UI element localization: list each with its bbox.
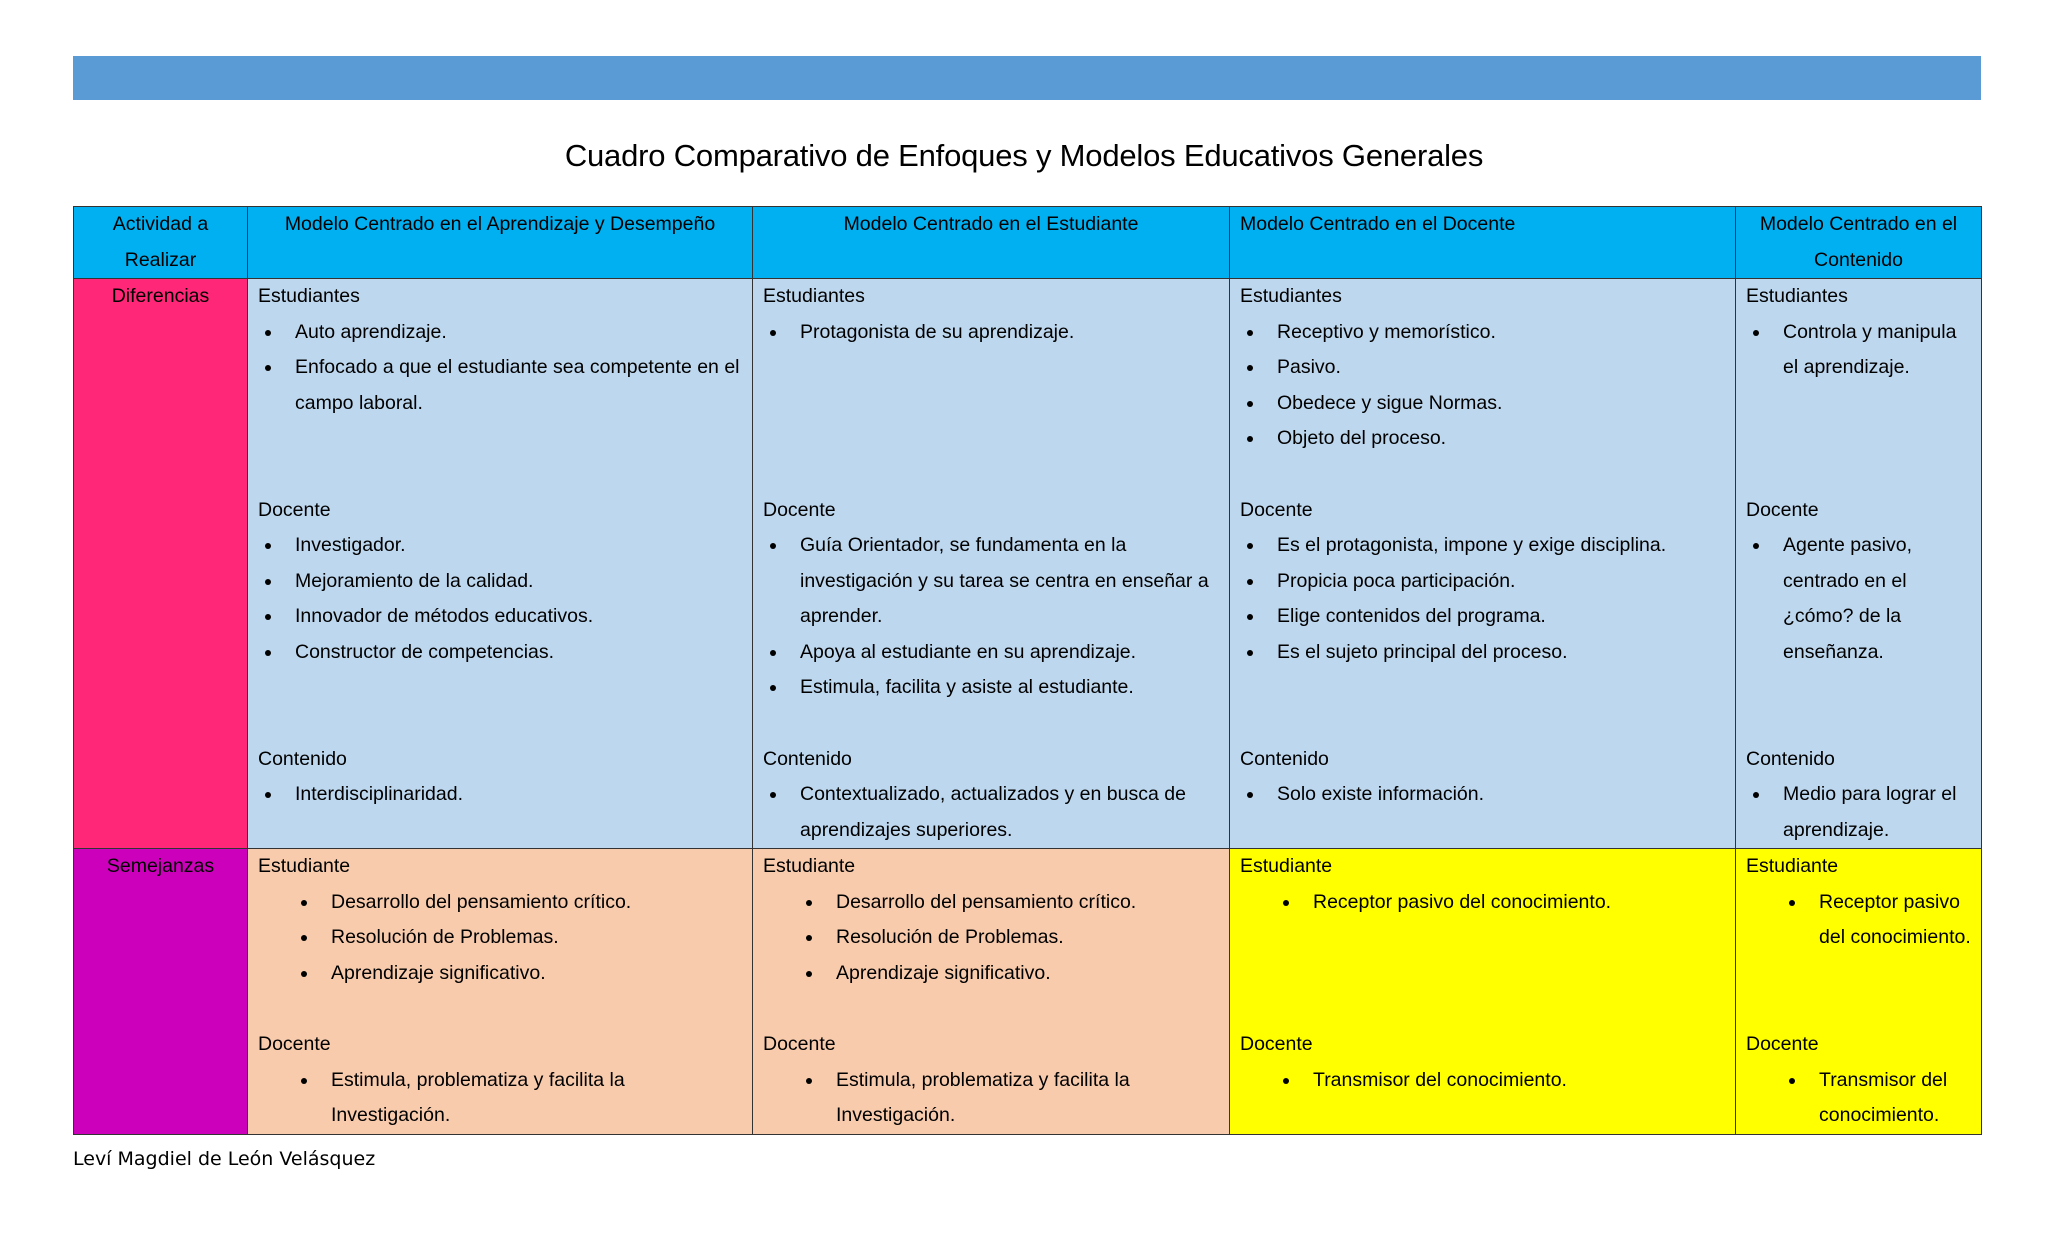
cell-semejanzas-estudiante [753, 849, 1230, 1135]
page-title: Cuadro Comparativo de Enfoques y Modelos Educativos Generales [564, 138, 1484, 173]
bullet-list [1746, 315, 1971, 386]
bullet-list [763, 528, 1219, 706]
list-item: Interdisciplinaridad. [258, 777, 742, 813]
section-heading: Docente [1746, 498, 1819, 521]
bullet-list [1746, 1063, 1971, 1134]
list-item: Apoya al estudiante en su aprendizaje. [763, 635, 1219, 671]
spacer [1746, 706, 1971, 742]
list-item: Protagonista de su aprendizaje. [763, 315, 1219, 351]
bullet-list [258, 777, 742, 813]
bullet-list [763, 885, 1219, 992]
cell-section [763, 493, 1219, 706]
row-diferencias [74, 279, 1982, 849]
list-item: Desarrollo del pensamiento crítico. [258, 885, 742, 921]
bullet-list [258, 885, 742, 992]
cell-section [258, 493, 742, 706]
list-item: Desarrollo del pensamiento crítico. [763, 885, 1219, 921]
list-item: Innovador de métodos educativos. [258, 599, 742, 635]
section-heading: Estudiantes [258, 285, 360, 307]
list-item: Aprendizaje significativo. [763, 956, 1219, 992]
cell-section [1240, 849, 1725, 991]
cell-section [258, 849, 742, 991]
list-item: Transmisor del conocimiento. [1240, 1063, 1725, 1099]
list-item: Controla y manipula el aprendizaje. [1746, 315, 1971, 386]
section-heading: Docente [258, 1033, 331, 1055]
section-heading: Docente [1240, 498, 1313, 521]
bullet-list [1240, 528, 1725, 670]
section-heading: Contenido [1746, 747, 1835, 770]
list-item: Constructor de competencias. [258, 635, 742, 671]
section-heading: Contenido [258, 747, 347, 770]
section-heading: Estudiantes [1746, 285, 1848, 307]
row-label-semejanzas: Semejanzas [74, 849, 248, 1135]
spacer [763, 706, 1219, 742]
cell-diferencias-contenido [1736, 279, 1982, 849]
bullet-list [1240, 885, 1725, 921]
section-heading: Docente [763, 498, 836, 521]
cell-section [258, 742, 742, 813]
section-heading: Docente [1746, 1033, 1819, 1055]
section-heading: Estudiantes [763, 285, 865, 307]
cell-section [763, 279, 1219, 457]
list-item: Solo existe información. [1240, 777, 1725, 813]
section-heading: Docente [763, 1033, 836, 1055]
cell-section [763, 849, 1219, 991]
cell-section [1746, 849, 1971, 991]
list-item: Objeto del proceso. [1240, 421, 1725, 457]
cell-semejanzas-docente [1230, 849, 1736, 1135]
list-item: Mejoramiento de la calidad. [258, 564, 742, 600]
spacer [258, 457, 742, 493]
bullet-list [1746, 528, 1971, 670]
list-item: Pasivo. [1240, 350, 1725, 386]
section-heading: Docente [1240, 1033, 1313, 1055]
list-item: Obedece y sigue Normas. [1240, 386, 1725, 422]
spacer [1240, 991, 1725, 1027]
list-item: Receptor pasivo del conocimiento. [1240, 885, 1725, 921]
cell-section [1240, 493, 1725, 706]
bullet-list [258, 1063, 742, 1134]
cell-section [1240, 1027, 1725, 1098]
section-heading: Estudiante [763, 855, 856, 877]
header-aprendizaje-desempeno: Modelo Centrado en el Aprendizaje y Desempeño [248, 207, 753, 279]
list-item: Receptivo y memorístico. [1240, 315, 1725, 351]
section-heading: Contenido [1240, 747, 1329, 770]
section-heading: Estudiante [258, 855, 351, 877]
list-item: Auto aprendizaje. [258, 315, 742, 351]
list-item: Resolución de Problemas. [763, 920, 1219, 956]
spacer [1746, 991, 1971, 1027]
list-item: Investigador. [258, 528, 742, 564]
cell-section [1746, 279, 1971, 457]
bullet-list [258, 528, 742, 670]
cell-diferencias-aprendizaje [248, 279, 753, 849]
comparison-table [73, 206, 1982, 1135]
cell-section [258, 279, 742, 457]
cell-section [1240, 742, 1725, 813]
spacer [763, 457, 1219, 493]
cell-section [258, 1027, 742, 1134]
bullet-list [763, 315, 1219, 351]
spacer [258, 706, 742, 742]
section-heading: Estudiantes [1240, 285, 1342, 307]
spacer [763, 991, 1219, 1027]
spacer [1240, 706, 1725, 742]
bullet-list [763, 1063, 1219, 1134]
cell-diferencias-docente [1230, 279, 1736, 849]
list-item: Es el protagonista, impone y exige disciplina. [1240, 528, 1725, 564]
cell-semejanzas-contenido [1736, 849, 1982, 1135]
cell-section [1746, 1027, 1971, 1134]
author-footer: Leví Magdiel de León Velásquez [73, 1148, 376, 1170]
bullet-list [1240, 1063, 1725, 1099]
list-item: Receptor pasivo del conocimiento. [1746, 885, 1971, 956]
bullet-list [1240, 315, 1725, 457]
header-docente: Modelo Centrado en el Docente [1230, 207, 1736, 279]
bullet-list [258, 315, 742, 422]
bullet-list [1746, 777, 1971, 848]
list-item: Resolución de Problemas. [258, 920, 742, 956]
cell-section [1746, 742, 1971, 849]
list-item: Guía Orientador, se fundamenta en la investigación y su tarea se centra en enseñar a aprender. [763, 528, 1219, 635]
list-item: Estimula, problematiza y facilita la Investigación. [258, 1063, 742, 1134]
spacer [1240, 457, 1725, 493]
list-item: Aprendizaje significativo. [258, 956, 742, 992]
row-label-diferencias: Diferencias [74, 279, 248, 849]
list-item: Elige contenidos del programa. [1240, 599, 1725, 635]
spacer [1746, 457, 1971, 493]
list-item: Transmisor del conocimiento. [1746, 1063, 1971, 1134]
header-contenido: Modelo Centrado en el Contenido [1736, 207, 1982, 279]
list-item: Propicia poca participación. [1240, 564, 1725, 600]
row-semejanzas [74, 849, 1982, 1135]
header-estudiante: Modelo Centrado en el Estudiante [753, 207, 1230, 279]
cell-semejanzas-aprendizaje [248, 849, 753, 1135]
section-heading: Estudiante [1240, 855, 1333, 877]
cell-section [763, 742, 1219, 849]
section-heading: Estudiante [1746, 855, 1839, 877]
cell-section [763, 1027, 1219, 1134]
table-header-row [74, 207, 1982, 279]
bullet-list [1746, 885, 1971, 956]
cell-section [1240, 279, 1725, 457]
list-item: Agente pasivo, centrado en el ¿cómo? de la enseñanza. [1746, 528, 1971, 670]
cell-section [1746, 493, 1971, 706]
list-item: Medio para lograr el aprendizaje. [1746, 777, 1971, 848]
top-banner-bar [73, 56, 1981, 100]
bullet-list [763, 777, 1219, 848]
spacer [258, 991, 742, 1027]
list-item: Estimula, problematiza y facilita la Investigación. [763, 1063, 1219, 1134]
list-item: Enfocado a que el estudiante sea competente en el campo laboral. [258, 350, 742, 421]
list-item: Es el sujeto principal del proceso. [1240, 635, 1725, 671]
bullet-list [1240, 777, 1725, 813]
list-item: Estimula, facilita y asiste al estudiante. [763, 670, 1219, 706]
cell-diferencias-estudiante [753, 279, 1230, 849]
section-heading: Contenido [763, 747, 852, 770]
header-actividad: Actividad a Realizar [74, 207, 248, 279]
list-item: Contextualizado, actualizados y en busca de aprendizajes superiores. [763, 777, 1219, 848]
section-heading: Docente [258, 498, 331, 521]
